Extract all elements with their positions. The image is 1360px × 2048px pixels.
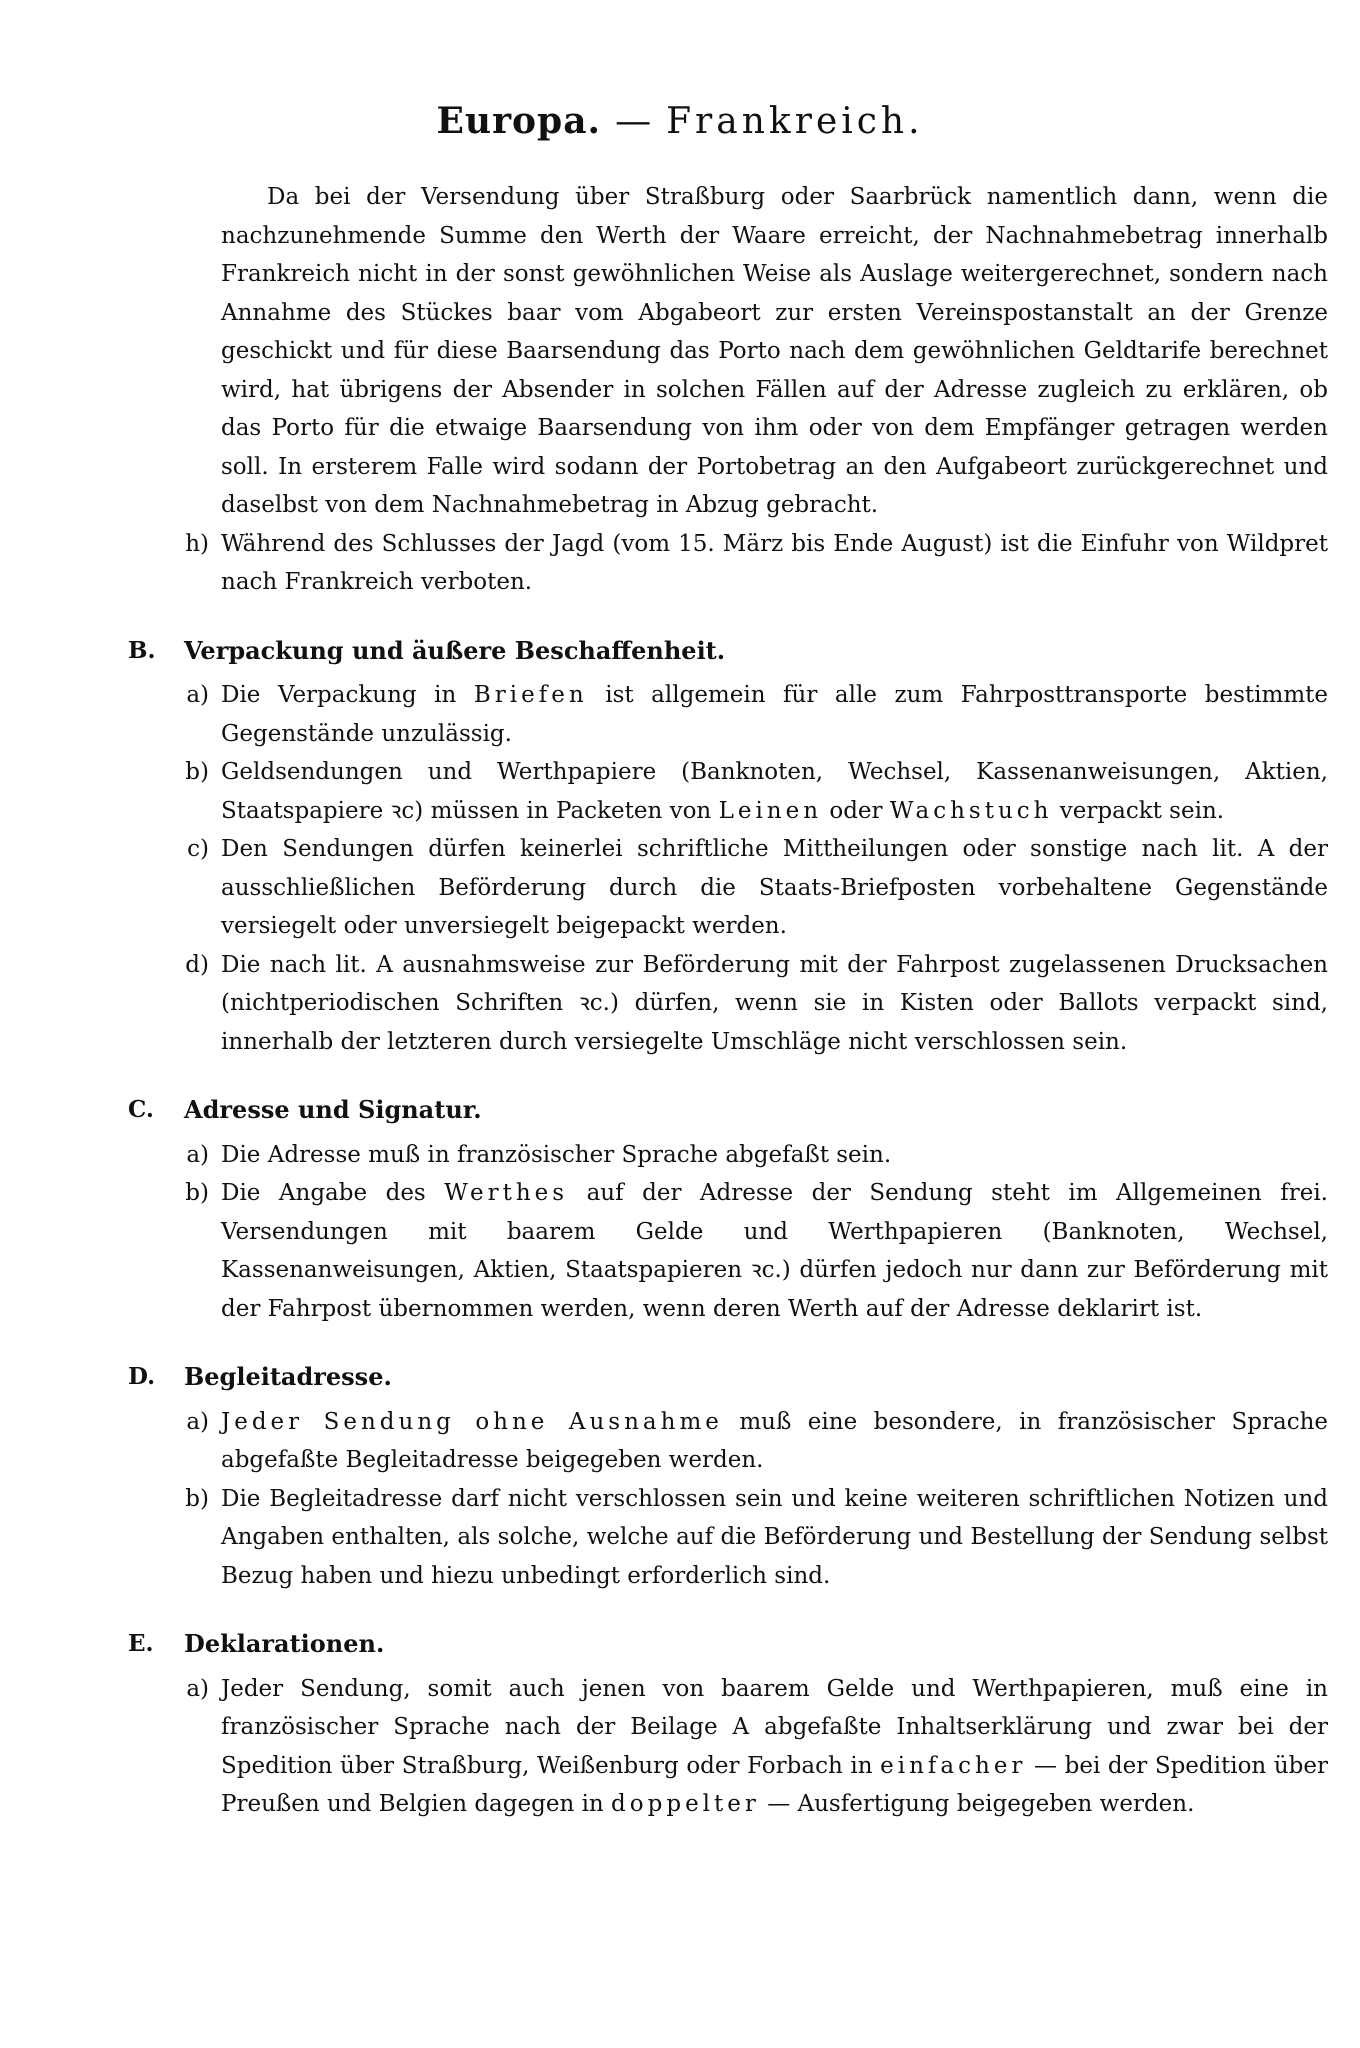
sections-container xyxy=(128,632,1328,1824)
spaced-emphasis: Leinen xyxy=(718,797,823,824)
list-item xyxy=(128,1403,1328,1480)
text-run: Jeder Sendung, somit auch jenen von baarem Gelde und Werthpapieren, muß eine in französischer Sprache nach der Beilage A abgefaßte Inhaltserklärung und zwar bei der Spedition über Straßburg, Weißenburg oder Forbach in xyxy=(221,1675,1328,1779)
section-letter: E. xyxy=(128,1630,154,1657)
item-marker: d) xyxy=(185,951,209,978)
text-run: Die Begleitadresse darf nicht verschlossen sein und keine weiteren schriftlichen Notizen und Angaben enthalten, als solche, welche auf die Beförderung und Bestellung der Sendung selbst Bezug haben und hiezu unbedingt erforderlich sind. xyxy=(221,1485,1328,1589)
item-text xyxy=(221,1670,1328,1824)
item-text xyxy=(221,830,1328,946)
text-run: oder xyxy=(822,797,890,824)
list-item xyxy=(128,830,1328,946)
item-marker: a) xyxy=(186,1408,209,1435)
section-b xyxy=(128,632,1328,1062)
intro-paragraph: Da bei der Versendung über Straßburg oder Saarbrück namentlich dann, wenn die nachzunehmende Summe den Werth der Waare erreicht, der Nachnahmebetrag innerhalb Frankreich nicht in der sonst gewöhnlichen Weise als Auslage weitergerechnet, sondern nach Annahme des Stückes baar vom Abgabeort zur ersten Vereinspostanstalt an der Grenze geschickt und für diese Baarsendung das Porto nach dem gewöhnlichen Geldtarife berechnet wird, hat übrigens der Absender in solchen Fällen auf der Adresse zugleich zu erklären, ob das Porto für die etwaige Baarsendung von ihm oder von dem Empfänger getragen werden soll. In ersterem Falle wird sodann der Portobetrag an den Aufgabeort zurückgerechnet und daselbst von dem Nachnahmebetrag in Abzug gebracht. xyxy=(221,184,1328,518)
spaced-emphasis: Briefen xyxy=(473,682,588,708)
item-marker: b) xyxy=(185,759,209,785)
item-marker: a) xyxy=(186,1675,209,1702)
spaced-emphasis: einfacher xyxy=(880,1752,1027,1779)
list-item-h xyxy=(128,525,1328,602)
text-run: muß eine besondere, in französischer Sprache abgefaßte Begleitadresse beigegeben werden. xyxy=(221,1408,1328,1473)
item-text xyxy=(221,946,1328,1062)
list-item xyxy=(128,1480,1328,1596)
document-body xyxy=(128,178,1328,1824)
section-letter: D. xyxy=(128,1363,156,1390)
text-run: Geldsendungen und Werthpapiere (Banknoten, Wechsel, Kassenanweisungen, Aktien, Staatspapiere ꝛc) müssen in Packeten von xyxy=(221,759,1328,824)
spaced-emphasis: Werthes xyxy=(444,1180,569,1206)
section-title: Deklarationen. xyxy=(184,1629,385,1658)
text-run: — bei der Spedition über Preußen und Belgien dagegen in xyxy=(221,1752,1328,1817)
item-text xyxy=(221,1174,1328,1328)
text-run: Die Verpackung in xyxy=(221,682,474,708)
section-heading xyxy=(128,632,1328,671)
spaced-emphasis: Wachstuch xyxy=(889,797,1053,824)
section-title: Verpackung und äußere Beschaffenheit. xyxy=(184,635,726,665)
item-text xyxy=(221,1480,1328,1596)
section-heading xyxy=(128,1625,1328,1664)
item-marker: a) xyxy=(186,682,209,708)
spaced-emphasis: Jeder Sendung ohne Ausnahme xyxy=(221,1408,723,1435)
text-run: Die Adresse muß in französischer Sprache abgefaßt sein. xyxy=(221,1141,892,1168)
item-marker: c) xyxy=(187,836,209,862)
item-marker: h) xyxy=(185,530,209,557)
text-run: Die Angabe des xyxy=(221,1180,445,1206)
section-c xyxy=(128,1091,1328,1328)
section-heading xyxy=(128,1091,1328,1130)
section-e xyxy=(128,1625,1328,1824)
title-separator: — xyxy=(615,101,653,142)
text-run: — Ausfertigung beigegeben werden. xyxy=(759,1791,1195,1817)
section-d xyxy=(128,1358,1328,1595)
list-item xyxy=(128,1174,1328,1328)
text-run: ist allgemein für alle zum Fahrposttransporte bestimmte Gegenstände unzulässig. xyxy=(221,682,1328,747)
item-marker: a) xyxy=(186,1141,209,1168)
item-marker: b) xyxy=(185,1485,209,1512)
spaced-emphasis: doppelter xyxy=(611,1791,760,1817)
section-title: Begleitadresse. xyxy=(184,1362,392,1391)
text-run: Den Sendungen dürfen keinerlei schriftliche Mittheilungen oder sonstige nach lit. A der ausschließlichen Beförderung durch die Staats-Briefposten vorbehaltene Gegenstände versiegelt oder unversiegelt beigepackt werden. xyxy=(221,836,1328,939)
section-letter: B. xyxy=(128,636,156,664)
item-marker: b) xyxy=(185,1180,209,1206)
list-item xyxy=(128,753,1328,830)
item-text xyxy=(221,676,1328,753)
list-item xyxy=(128,676,1328,753)
text-run: auf der Adresse der Sendung steht im Allgemeinen frei. Versendungen mit baarem Gelde und Werthpapieren (Banknoten, Wechsel, Kassenanweisungen, Aktien, Staatspapieren ꝛc.) dürfen jedoch nur dann zur Beförderung mit der Fahrpost übernommen werden, wenn deren Werth auf der Adresse deklarirt ist. xyxy=(221,1180,1328,1322)
list-item xyxy=(128,1136,1328,1175)
title-main: Europa. xyxy=(436,100,602,142)
text-run: Die nach lit. A ausnahmsweise zur Beförderung mit der Fahrpost zugelassenen Drucksachen (nichtperiodischen Schriften ꝛc.) dürfen, wenn sie in Kisten oder Ballots verpackt sind, innerhalb der letzteren durch versiegelte Umschläge nicht verschlossen sein. xyxy=(221,951,1328,1055)
section-heading xyxy=(128,1358,1328,1397)
list-item xyxy=(128,1670,1328,1824)
item-text xyxy=(221,753,1328,830)
item-text xyxy=(221,1403,1328,1480)
list-item xyxy=(128,946,1328,1062)
item-text xyxy=(221,1136,1328,1175)
item-text: Während des Schlusses der Jagd (vom 15. März bis Ende August) ist die Einfuhr von Wildpret nach Frankreich verboten. xyxy=(221,530,1328,595)
page-title xyxy=(0,100,1360,142)
section-letter: C. xyxy=(128,1096,154,1123)
section-title: Adresse und Signatur. xyxy=(184,1095,482,1124)
title-subtitle: Frankreich. xyxy=(666,101,924,142)
text-run: verpackt sein. xyxy=(1052,797,1225,824)
